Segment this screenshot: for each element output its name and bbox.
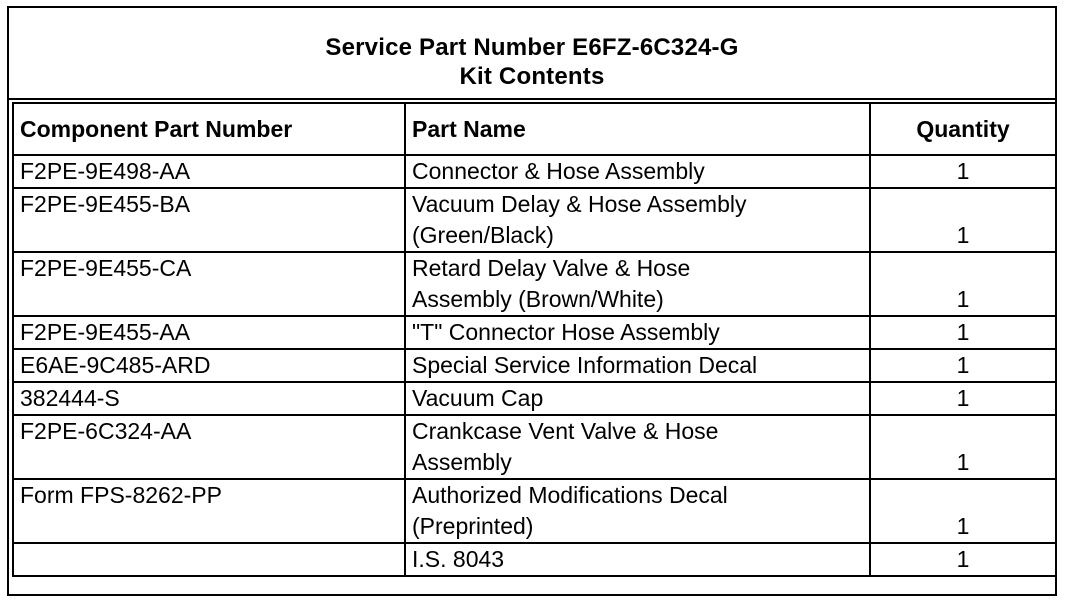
part-name-line: Assembly (Brown/White) xyxy=(412,286,664,312)
cell-part-number: E6AE-9C485-ARD xyxy=(13,349,405,382)
document-subtitle: Kit Contents xyxy=(459,63,605,90)
cell-quantity: 1 xyxy=(870,316,1056,349)
part-name-line: Crankcase Vent Valve & Hose xyxy=(412,418,719,444)
table-row xyxy=(13,252,1056,316)
kit-contents-table xyxy=(12,102,1057,577)
cell-part-number: F2PE-6C324-AA xyxy=(13,415,405,479)
cell-part-number: F2PE-9E455-CA xyxy=(13,252,405,316)
table-row xyxy=(13,316,1056,349)
part-name-line: Vacuum Cap xyxy=(412,385,544,411)
cell-quantity: 1 xyxy=(870,479,1056,543)
cell-part-name xyxy=(405,349,870,382)
cell-part-number xyxy=(13,543,405,576)
table-row xyxy=(13,479,1056,543)
part-name-line: I.S. 8043 xyxy=(412,546,505,572)
cell-quantity: 1 xyxy=(870,155,1056,188)
cell-part-number: Form FPS-8262-PP xyxy=(13,479,405,543)
cell-part-number: F2PE-9E455-BA xyxy=(13,188,405,252)
cell-part-name xyxy=(405,382,870,415)
cell-part-number: F2PE-9E498-AA xyxy=(13,155,405,188)
header-part-number: Component Part Number xyxy=(13,103,405,155)
cell-part-number: F2PE-9E455-AA xyxy=(13,316,405,349)
header-part-name: Part Name xyxy=(405,103,870,155)
table-row xyxy=(13,188,1056,252)
cell-quantity: 1 xyxy=(870,382,1056,415)
table-row xyxy=(13,349,1056,382)
part-name-line: Connector & Hose Assembly xyxy=(412,158,705,184)
kit-contents-document xyxy=(7,6,1057,596)
cell-part-name xyxy=(405,415,870,479)
cell-quantity: 1 xyxy=(870,188,1056,252)
part-name-line: Special Service Information Decal xyxy=(412,352,758,378)
table-row xyxy=(13,543,1056,576)
table-row xyxy=(13,415,1056,479)
cell-quantity: 1 xyxy=(870,349,1056,382)
table-row xyxy=(13,382,1056,415)
part-name-line: Authorized Modifications Decal xyxy=(412,482,728,508)
part-name-line: Retard Delay Valve & Hose xyxy=(412,255,691,281)
title-block xyxy=(9,8,1055,100)
table-row xyxy=(13,155,1056,188)
cell-part-name xyxy=(405,188,870,252)
cell-quantity: 1 xyxy=(870,543,1056,576)
part-name-line: Vacuum Delay & Hose Assembly xyxy=(412,191,747,217)
cell-quantity: 1 xyxy=(870,252,1056,316)
table-header-row xyxy=(13,103,1056,155)
cell-part-number: 382444-S xyxy=(13,382,405,415)
cell-part-name xyxy=(405,543,870,576)
cell-part-name xyxy=(405,252,870,316)
part-name-line: (Preprinted) xyxy=(412,513,534,539)
header-quantity: Quantity xyxy=(870,103,1056,155)
cell-part-name xyxy=(405,155,870,188)
document-title: Service Part Number E6FZ-6C324-G xyxy=(325,34,739,61)
cell-quantity: 1 xyxy=(870,415,1056,479)
part-name-line: Assembly xyxy=(412,449,512,475)
part-name-line: "T" Connector Hose Assembly xyxy=(412,319,720,345)
cell-part-name xyxy=(405,479,870,543)
cell-part-name xyxy=(405,316,870,349)
part-name-line: (Green/Black) xyxy=(412,222,554,248)
